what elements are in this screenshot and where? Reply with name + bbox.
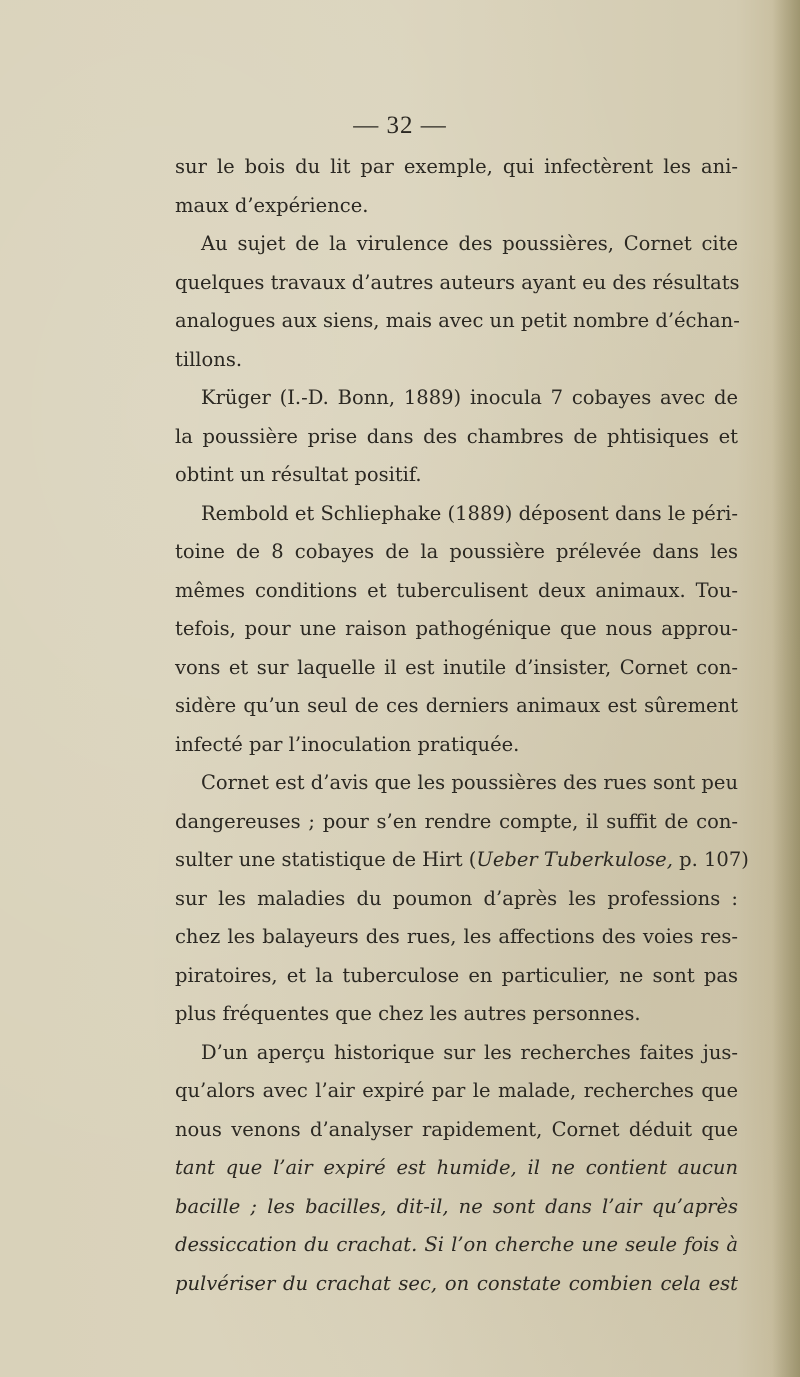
text-line: Krüger (I.-D. Bonn, 1889) inocula 7 cobayes avec de bbox=[201, 386, 738, 409]
text-line: dangereuses ; pour s’en rendre compte, il suffit de con- bbox=[175, 809, 738, 833]
text-line: obtint un résultat positif. bbox=[175, 463, 422, 486]
text-span: nous venons d’analyser rapidement, Cornet déduit que bbox=[175, 1117, 738, 1141]
text-line: maux d’expérience. bbox=[175, 193, 369, 217]
text-line: infecté par l’inoculation pratiquée. bbox=[175, 732, 520, 756]
text-line bbox=[175, 1111, 738, 1150]
italic-text: bacille ; les bacilles, dit-il, ne sont dans l’air qu’après bbox=[175, 1194, 738, 1218]
text-line: Au sujet de la virulence des poussières, Cornet cite bbox=[201, 232, 738, 255]
text-line bbox=[175, 1149, 738, 1188]
text-line: sur les maladies du poumon d’après les professions : bbox=[175, 886, 738, 910]
text-line: plus fréquentes que chez les autres personnes. bbox=[175, 1002, 641, 1025]
text-line bbox=[175, 1226, 738, 1265]
text-line: sur le bois du lit par exemple, qui infectèrent les ani- bbox=[175, 155, 738, 178]
text-line: chez les balayeurs des rues, les affections des voies res- bbox=[175, 925, 738, 948]
text-line: Cornet est d’avis que les poussières des rues sont peu bbox=[201, 771, 738, 794]
text-line: D’un aperçu historique sur les recherches faites jus- bbox=[201, 1040, 738, 1064]
page-number: — 32 — bbox=[353, 112, 447, 139]
text-span: sulter une statistique de Hirt ( bbox=[175, 848, 477, 871]
italic-text: tant que l’air expiré est humide, il ne contient aucun bbox=[175, 1156, 738, 1179]
italic-text: Ueber Tuberkulose, bbox=[476, 848, 673, 871]
text-line: mêmes conditions et tuberculisent deux animaux. Tou- bbox=[175, 578, 738, 602]
italic-text: pulvériser du crachat sec, on constate combien cela est bbox=[175, 1271, 738, 1295]
text-line: tefois, pour une raison pathogénique que nous approu- bbox=[175, 617, 738, 640]
text-span: p. 107) bbox=[672, 848, 749, 871]
text-line: quelques travaux d’autres auteurs ayant eu des résultats bbox=[175, 270, 740, 294]
text-line: analogues aux siens, mais avec un petit nombre d’échan- bbox=[175, 309, 740, 332]
italic-text: dessiccation du crachat. Si l’on cherche une seule fois à bbox=[175, 1233, 738, 1256]
text-line bbox=[175, 1265, 738, 1304]
text-line: vons et sur laquelle il est inutile d’insister, Cornet con- bbox=[175, 655, 738, 679]
text-line bbox=[175, 1188, 738, 1227]
page-edge-shadow bbox=[772, 0, 800, 1377]
text-line: sidère qu’un seul de ces derniers animaux est sûrement bbox=[175, 694, 738, 717]
text-line: piratoires, et la tuberculose en particulier, ne sont pas bbox=[175, 963, 738, 987]
text-line: tillons. bbox=[175, 347, 243, 371]
text-line: Rembold et Schliephake (1889) déposent dans le péri- bbox=[201, 501, 738, 525]
text-line: qu’alors avec l’air expiré par le malade, recherches que bbox=[175, 1079, 738, 1102]
text-line bbox=[175, 841, 749, 880]
text-line: toine de 8 cobayes de la poussière prélevée dans les bbox=[175, 540, 738, 563]
body-text bbox=[175, 148, 749, 1303]
text-line: la poussière prise dans des chambres de phtisiques et bbox=[175, 424, 738, 448]
